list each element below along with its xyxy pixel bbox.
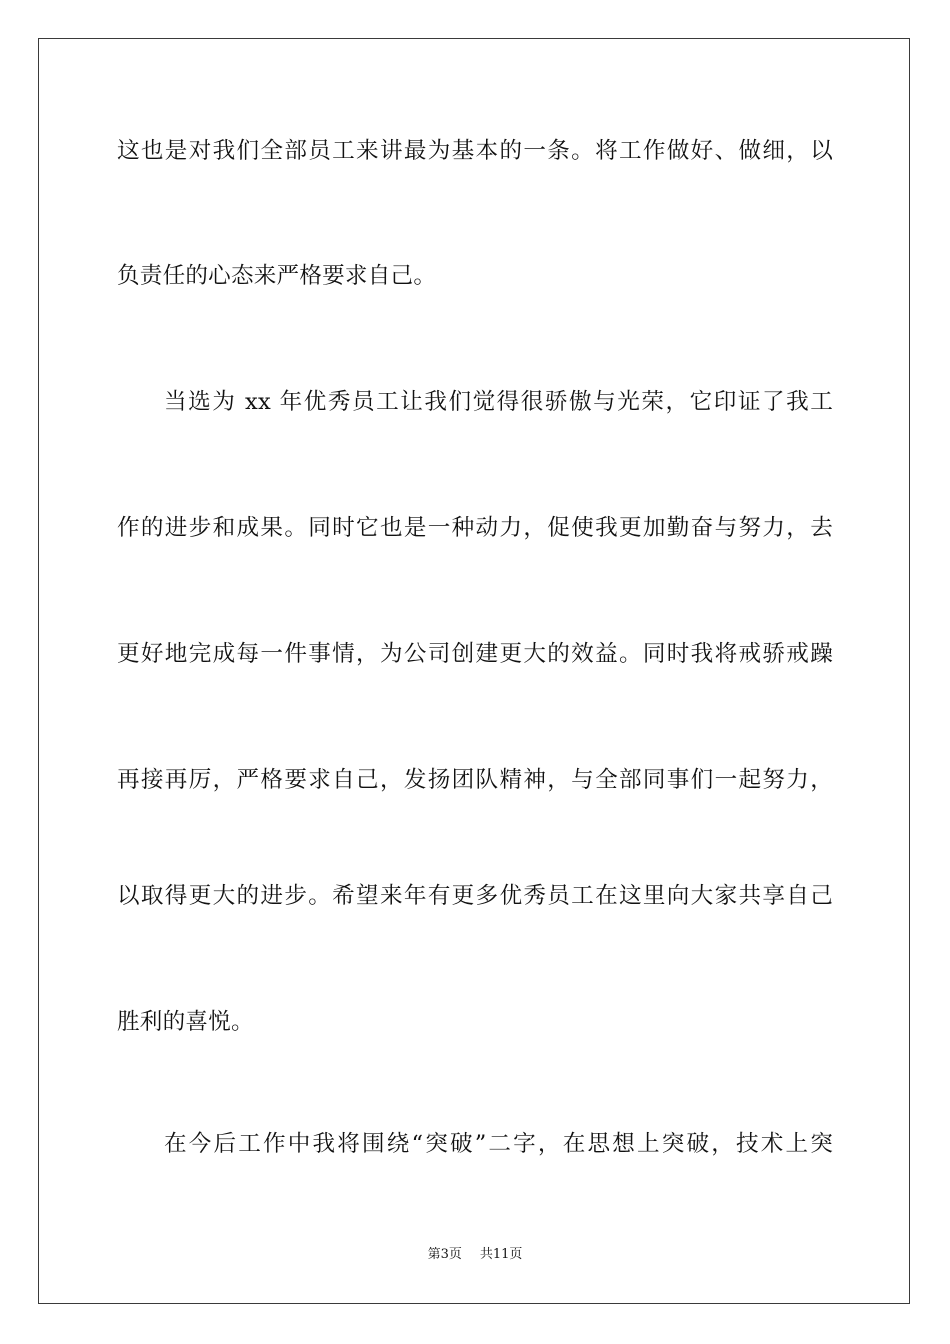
page-border — [38, 38, 910, 1304]
body-text-line: 在今后工作中我将围绕“突破”二字，在思想上突破，技术上突 — [164, 1131, 833, 1157]
body-text-line: 以取得更大的进步。希望来年有更多优秀员工在这里向大家共享自己 — [117, 883, 833, 909]
body-text-line: 当选为 xx 年优秀员工让我们觉得很骄傲与光荣，它印证了我工 — [164, 389, 833, 415]
body-text-line: 更好地完成每一件事情，为公司创建更大的效益。同时我将戒骄戒躁 — [117, 641, 833, 667]
body-text-line: 这也是对我们全部员工来讲最为基本的一条。将工作做好、做细，以 — [117, 138, 833, 164]
page-footer — [0, 1246, 950, 1264]
body-text-line: 再接再厉，严格要求自己，发扬团队精神，与全部同事们一起努力， — [117, 767, 833, 793]
page-number: 第3页 — [427, 1247, 462, 1262]
page-total: 共11页 — [479, 1247, 523, 1262]
body-text-line: 作的进步和成果。同时它也是一种动力，促使我更加勤奋与努力，去 — [117, 515, 833, 541]
body-text-line: 负责任的心态来严格要求自己。 — [117, 263, 437, 289]
body-text-line: 胜利的喜悦。 — [117, 1009, 254, 1035]
